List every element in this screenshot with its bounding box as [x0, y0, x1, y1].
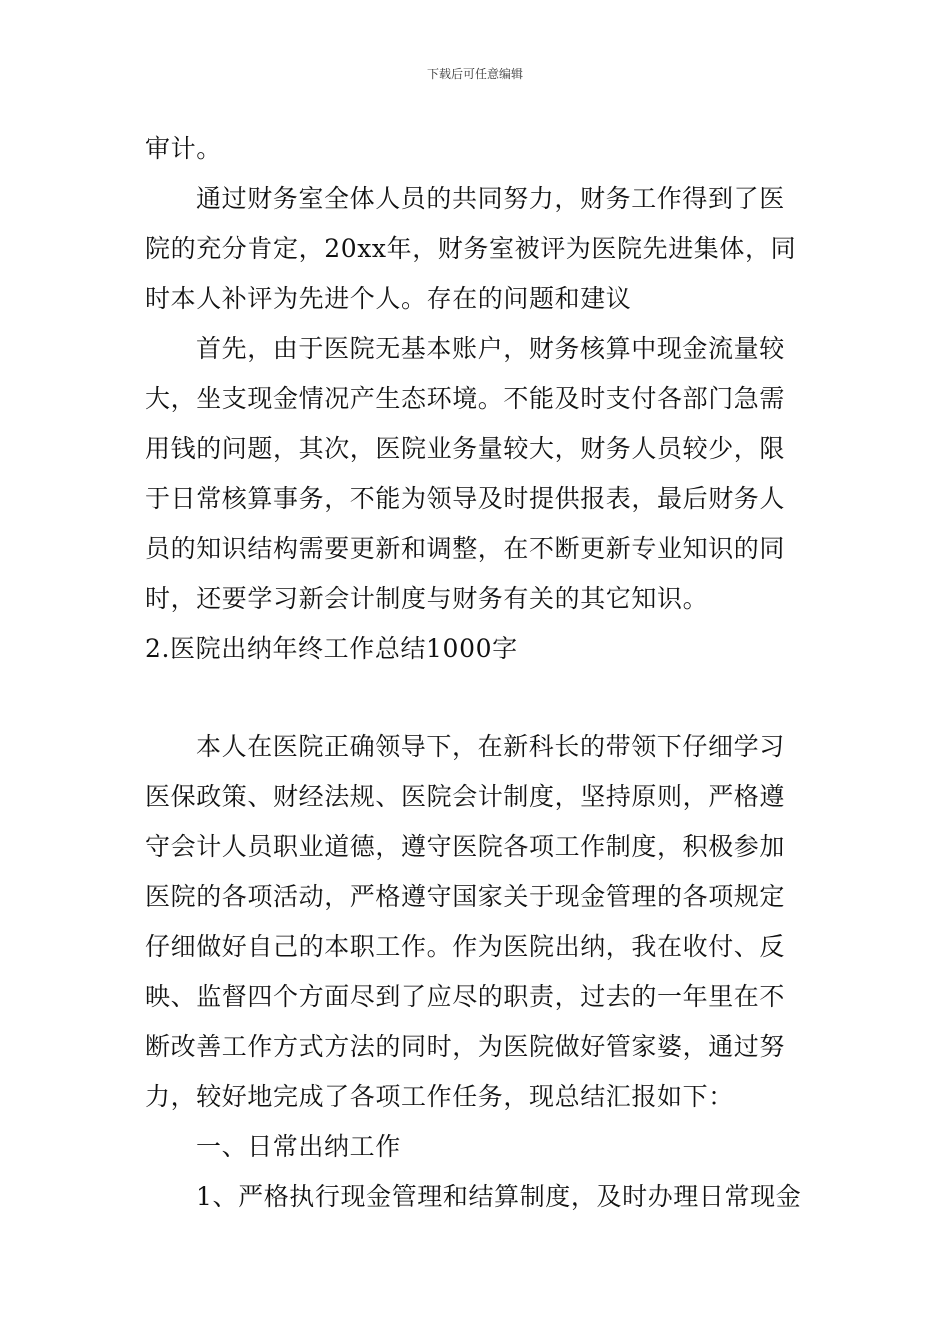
paragraph-first-line: 首先，由于医院无基本账户，财务核算中现金流量较 [196, 334, 785, 363]
text-line: 仔细做好自己的本职工作。作为医院出纳，我在收付、反 [145, 932, 786, 961]
blank-line [145, 674, 810, 722]
section-heading: 2.医院出纳年终工作总结1000字 [145, 634, 518, 663]
text-line: 医院的各项活动，严格遵守国家关于现金管理的各项规定 [145, 882, 786, 911]
paragraph-first-line: 本人在医院正确领导下，在新科长的带领下仔细学习 [196, 732, 785, 761]
text-line: 时本人补评为先进个人。存在的问题和建议 [145, 284, 632, 313]
text-line: 审计。 [145, 134, 222, 163]
text-line: 断改善工作方式方法的同时，为医院做好管家婆，通过努 [145, 1032, 786, 1061]
text-line: 时，还要学习新会计制度与财务有关的其它知识。 [145, 584, 709, 613]
text-line: 用钱的问题，其次，医院业务量较大，财务人员较少，限 [145, 434, 786, 463]
paragraph-first-line: 通过财务室全体人员的共同努力，财务工作得到了医 [196, 184, 785, 213]
text-line: 员的知识结构需要更新和调整，在不断更新专业知识的同 [145, 534, 786, 563]
paragraph-first-line: 1、严格执行现金管理和结算制度，及时办理日常现金 [196, 1182, 802, 1211]
page-header-note: 下载后可任意编辑 [426, 67, 523, 81]
text-line: 力，较好地完成了各项工作任务，现总结汇报如下： [145, 1082, 734, 1111]
text-line: 医保政策、财经法规、医院会计制度，坚持原则，严格遵 [145, 782, 786, 811]
document-body [145, 124, 810, 1222]
text-line: 大，坐支现金情况产生态环境。不能及时支付各部门急需 [145, 384, 786, 413]
text-line: 守会计人员职业道德，遵守医院各项工作制度，积极参加 [145, 832, 786, 861]
text-line: 于日常核算事务，不能为领导及时提供报表，最后财务人 [145, 484, 786, 513]
subsection-heading: 一、日常出纳工作 [196, 1132, 401, 1161]
text-line: 映、监督四个方面尽到了应尽的职责，过去的一年里在不 [145, 982, 786, 1011]
text-line: 院的充分肯定，20xx年，财务室被评为医院先进集体，同 [145, 234, 797, 263]
